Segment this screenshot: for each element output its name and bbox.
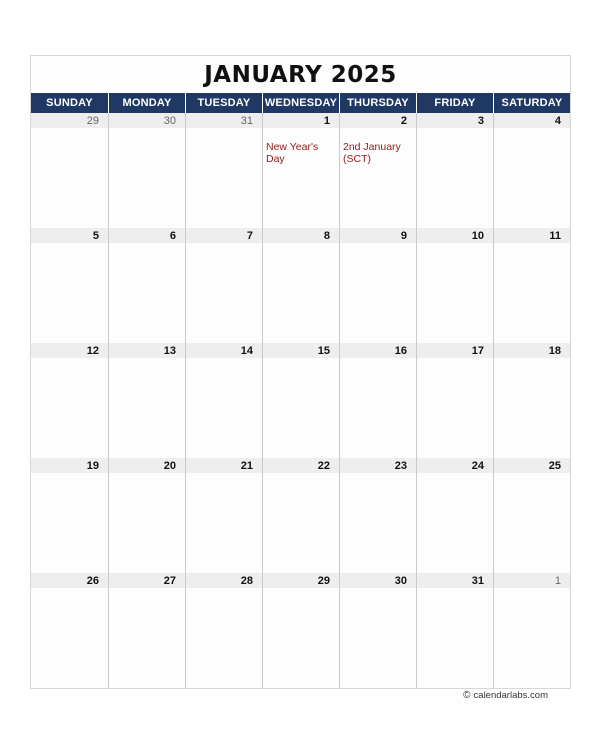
day-cell[interactable] xyxy=(263,113,340,228)
day-cell[interactable] xyxy=(109,458,186,573)
day-number: 1 xyxy=(263,113,339,128)
day-cell[interactable] xyxy=(186,228,263,343)
day-cell[interactable] xyxy=(31,228,109,343)
day-cell[interactable] xyxy=(31,458,109,573)
day-cell[interactable] xyxy=(31,343,109,458)
day-number: 10 xyxy=(417,228,493,243)
day-cell[interactable] xyxy=(340,113,417,228)
day-number: 12 xyxy=(31,343,108,358)
day-cell[interactable] xyxy=(186,458,263,573)
day-number: 30 xyxy=(109,113,185,128)
day-number: 28 xyxy=(186,573,262,588)
day-cell[interactable] xyxy=(417,343,494,458)
holiday-label: New Year's Day xyxy=(266,141,319,165)
day-number: 30 xyxy=(340,573,416,588)
day-number: 2 xyxy=(340,113,416,128)
day-cell[interactable] xyxy=(263,458,340,573)
day-number: 19 xyxy=(31,458,108,473)
day-cell[interactable] xyxy=(263,228,340,343)
day-number: 31 xyxy=(186,113,262,128)
day-cell[interactable] xyxy=(109,228,186,343)
day-number: 13 xyxy=(109,343,185,358)
day-number: 5 xyxy=(31,228,108,243)
day-number: 6 xyxy=(109,228,185,243)
holiday-label: 2nd January (SCT) xyxy=(343,141,401,165)
day-number: 23 xyxy=(340,458,416,473)
day-number: 25 xyxy=(494,458,570,473)
day-number: 22 xyxy=(263,458,339,473)
month-title: JANUARY 2025 xyxy=(204,62,397,88)
day-number: 27 xyxy=(109,573,185,588)
day-cell[interactable] xyxy=(417,573,494,688)
weekday-monday: MONDAY xyxy=(109,93,186,113)
day-cell[interactable] xyxy=(494,343,570,458)
weekday-wednesday: WEDNESDAY xyxy=(263,93,340,113)
day-number: 26 xyxy=(31,573,108,588)
day-number: 9 xyxy=(340,228,416,243)
day-number: 11 xyxy=(494,228,570,243)
day-number: 21 xyxy=(186,458,262,473)
day-number: 7 xyxy=(186,228,262,243)
day-cell[interactable] xyxy=(109,113,186,228)
day-cell[interactable] xyxy=(417,228,494,343)
copyright-icon: © xyxy=(463,690,471,701)
day-number: 29 xyxy=(263,573,339,588)
day-cell[interactable] xyxy=(494,228,570,343)
day-cell[interactable] xyxy=(494,458,570,573)
day-cell[interactable] xyxy=(31,113,109,228)
day-number: 15 xyxy=(263,343,339,358)
footer-text: calendarlabs.com xyxy=(473,690,548,701)
day-number: 4 xyxy=(494,113,570,128)
day-cell[interactable] xyxy=(494,573,570,688)
day-number: 17 xyxy=(417,343,493,358)
day-number: 29 xyxy=(31,113,108,128)
day-cell[interactable] xyxy=(340,573,417,688)
day-number: 8 xyxy=(263,228,339,243)
day-cell[interactable] xyxy=(340,228,417,343)
day-cell[interactable] xyxy=(31,573,109,688)
weekday-thursday: THURSDAY xyxy=(340,93,417,113)
day-number: 1 xyxy=(494,573,570,588)
day-cell[interactable] xyxy=(263,343,340,458)
day-cell[interactable] xyxy=(340,343,417,458)
calendar-grid xyxy=(31,113,570,688)
day-number: 3 xyxy=(417,113,493,128)
day-cell[interactable] xyxy=(263,573,340,688)
day-cell[interactable] xyxy=(186,113,263,228)
day-number: 18 xyxy=(494,343,570,358)
day-cell[interactable] xyxy=(340,458,417,573)
day-cell[interactable] xyxy=(417,113,494,228)
weekday-saturday: SATURDAY xyxy=(501,97,563,109)
day-cell[interactable] xyxy=(109,343,186,458)
day-number: 24 xyxy=(417,458,493,473)
weekday-tuesday: TUESDAY xyxy=(186,93,263,113)
day-number: 16 xyxy=(340,343,416,358)
weekday-header xyxy=(31,93,570,113)
day-cell[interactable] xyxy=(186,573,263,688)
day-number: 14 xyxy=(186,343,262,358)
weekday-sunday: SUNDAY xyxy=(31,93,109,113)
day-cell[interactable] xyxy=(109,573,186,688)
day-cell[interactable] xyxy=(417,458,494,573)
footer-credit xyxy=(463,690,548,701)
day-number: 20 xyxy=(109,458,185,473)
weekday-friday: FRIDAY xyxy=(417,93,494,113)
day-cell[interactable] xyxy=(186,343,263,458)
day-cell[interactable] xyxy=(494,113,570,228)
day-number: 31 xyxy=(417,573,493,588)
